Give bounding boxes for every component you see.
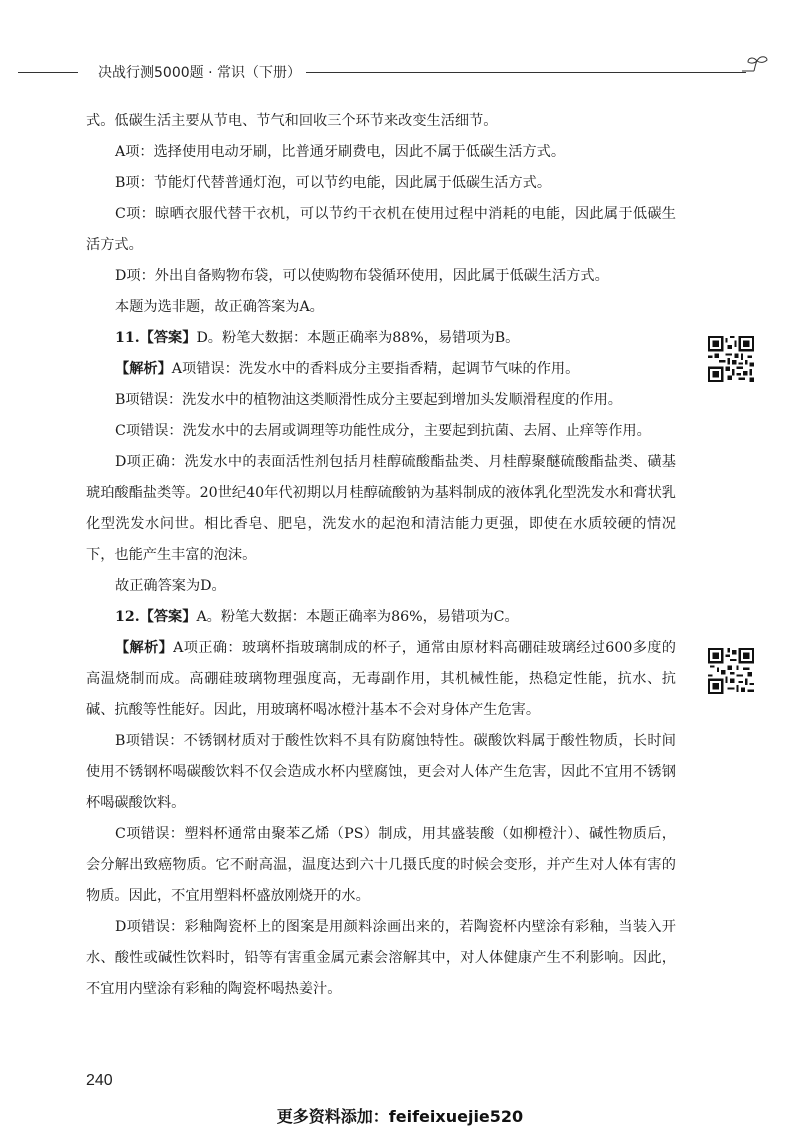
paragraph (86, 199, 676, 261)
header-title: 决战行测5000题 · 常识（下册） (98, 65, 301, 81)
paragraph-text: D项正确：洗发水中的表面活性剂包括月桂醇硫酸酯盐类、月桂醇聚醚硫酸酯盐类、磺基琥珀酸酯盐类等。20世纪40年代初期以月桂醇硫酸钠为基料制成的液体乳化型洗发水和膏状乳化型洗发水问世。相比香皂、肥皂，洗发水的起泡和清洁能力更强，即使在水质较硬的情况下，也能产生丰富的泡沫。 (86, 454, 676, 563)
running-header (18, 54, 770, 88)
paragraph-text: 本题为选非题，故正确答案为A。 (115, 299, 324, 315)
paragraph (86, 385, 676, 416)
page-number: 240 (86, 1072, 113, 1089)
sprout-icon (740, 54, 770, 78)
page-body (86, 106, 676, 1005)
qr-code-icon[interactable] (708, 336, 754, 382)
paragraph-text: C项错误：洗发水中的去屑或调理等功能性成分，主要起到抗菌、去屑、止痒等作用。 (115, 423, 651, 439)
paragraph-text: A。粉笔大数据：本题正确率为86%，易错项为C。 (196, 609, 519, 625)
paragraph-text: A项错误：洗发水中的香料成分主要指香精，起调节气味的作用。 (171, 361, 580, 377)
paragraph (86, 819, 676, 912)
paragraph (86, 168, 676, 199)
answer-tag: 11.【答案】 (115, 330, 197, 346)
paragraph-text: B项错误：洗发水中的植物油这类顺滑性成分主要起到增加头发顺滑程度的作用。 (115, 392, 622, 408)
paragraph-text: C项：晾晒衣服代替干衣机，可以节约干衣机在使用过程中消耗的电能，因此属于低碳生活方式。 (86, 206, 676, 253)
paragraph (86, 447, 676, 571)
paragraph-text: 式。低碳生活主要从节电、节气和回收三个环节来改变生活细节。 (86, 113, 498, 129)
footer-note: 更多资料添加：feifeixuejie520 (276, 1107, 524, 1126)
paragraph (86, 571, 676, 602)
paragraph (86, 292, 676, 323)
answer-line (86, 323, 676, 354)
paragraph (86, 106, 676, 137)
paragraph-text: B项：节能灯代替普通灯泡，可以节约电能，因此属于低碳生活方式。 (115, 175, 552, 191)
paragraph-text: D项错误：彩釉陶瓷杯上的图案是用颜料涂画出来的，若陶瓷杯内壁涂有彩釉，当装入开水、酸性或碱性饮料时，铅等有害重金属元素会溶解其中，对人体健康产生不利影响。因此，不宜用内壁涂有彩釉的陶瓷杯喝热姜汁。 (86, 919, 676, 997)
answer-line (86, 602, 676, 633)
answer-tag: 12.【答案】 (115, 609, 197, 625)
paragraph (86, 416, 676, 447)
header-rule-left (18, 72, 78, 73)
paragraph (86, 137, 676, 168)
paragraph-text: 故正确答案为D。 (115, 578, 226, 594)
paragraph (86, 726, 676, 819)
analysis-tag: 【解析】 (115, 361, 172, 377)
header-rule-right (306, 72, 746, 73)
paragraph-text: A项：选择使用电动牙刷，比普通牙刷费电，因此不属于低碳生活方式。 (115, 144, 566, 160)
paragraph-text: D项：外出自备购物布袋，可以使购物布袋循环使用，因此属于低碳生活方式。 (115, 268, 609, 284)
analysis-tag: 【解析】 (115, 640, 174, 656)
analysis-line (86, 354, 676, 385)
paragraph (86, 912, 676, 1005)
paragraph-text: A项正确：玻璃杯指玻璃制成的杯子，通常由原材料高硼硅玻璃经过600多度的高温烧制而成。高硼硅玻璃物理强度高，无毒副作用，其机械性能，热稳定性能，抗水、抗碱、抗酸等性能好。因此，用玻璃杯喝冰橙汁基本不会对身体产生危害。 (86, 640, 676, 718)
paragraph-text: B项错误：不锈钢材质对于酸性饮料不具有防腐蚀特性。碳酸饮料属于酸性物质，长时间使用不锈钢杯喝碳酸饮料不仅会造成水杯内壁腐蚀，更会对人体产生危害，因此不宜用不锈钢杯喝碳酸饮料。 (86, 733, 676, 811)
qr-code-icon[interactable] (708, 648, 754, 694)
paragraph-text: D。粉笔大数据：本题正确率为88%，易错项为B。 (196, 330, 520, 346)
paragraph (86, 261, 676, 292)
paragraph-text: C项错误：塑料杯通常由聚苯乙烯（PS）制成，用其盛装酸（如柳橙汁）、碱性物质后，会分解出致癌物质。它不耐高温，温度达到六十几摄氏度的时候会变形，并产生对人体有害的物质。因此，不宜用塑料杯盛放刚烧开的水。 (86, 826, 676, 904)
analysis-line (86, 633, 676, 726)
